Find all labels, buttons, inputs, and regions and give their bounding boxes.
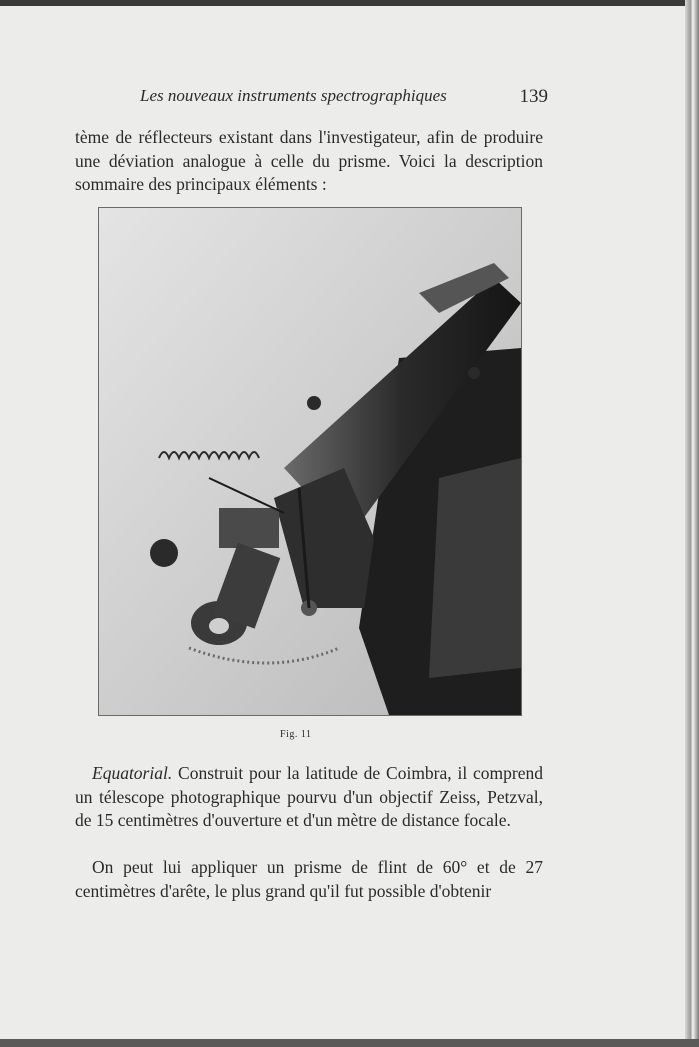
- paragraph-2-lead: Equatorial.: [92, 763, 173, 783]
- paragraph-2: [75, 762, 543, 833]
- figure-caption: Fig. 11: [280, 729, 312, 740]
- running-header: [140, 86, 548, 110]
- running-title: Les nouveaux instruments spectrographiques: [140, 86, 447, 105]
- paragraph-2-text: Construit pour la latitude de Coimbra, il comprend un télescope photographique pourvu d'un objectif Zeiss, Petzval, de 15 centimètres d'ouverture et d'un mètre de distance focale.: [75, 763, 543, 830]
- page-top-edge: [0, 0, 699, 6]
- paragraph-3: On peut lui appliquer un prisme de flint de 60° et de 27 centimètres d'arête, le plus grand qu'il fut possible d'obtenir: [75, 857, 543, 901]
- page-number: 139: [519, 86, 548, 107]
- paragraph-1: tème de réflecteurs existant dans l'investigateur, afin de produire une déviation analogue à celle du prisme. Voici la description sommaire des principaux éléments :: [75, 127, 543, 194]
- page-right-edge: [685, 0, 699, 1047]
- spectrograph-illustration: [99, 208, 521, 715]
- page-bottom-edge: [0, 1039, 699, 1047]
- figure-photograph: [98, 207, 522, 716]
